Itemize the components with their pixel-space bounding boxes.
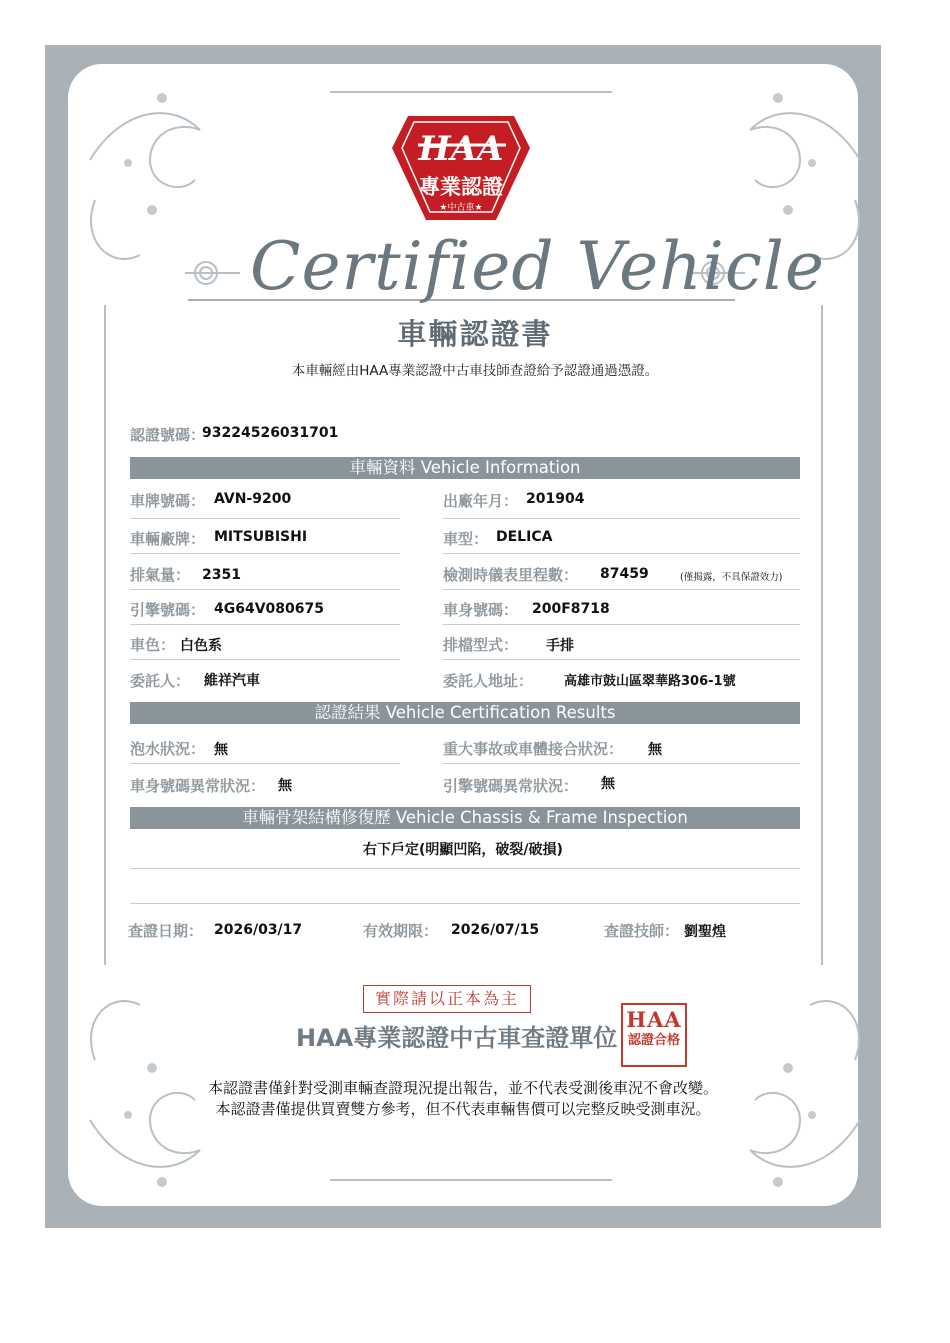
document-subtitle: 本車輛經由HAA專業認證中古車技師查證給予認證通過憑證。	[291, 363, 659, 379]
client-address-value: 高雄市鼓山區翠華路306-1號	[564, 674, 736, 689]
model-value: DELICA	[496, 529, 553, 545]
section-chassis-inspection: 車輛骨架結構修復歷 Vehicle Chassis & Frame Inspection	[130, 807, 800, 829]
client-label: 委託人：	[130, 672, 191, 690]
odometer-value: 87459	[600, 566, 649, 582]
section-vehicle-information: 車輛資料 Vehicle Information	[130, 457, 800, 479]
engine-number-value: 4G64V080675	[214, 601, 324, 617]
odometer-note: (僅揭露，不具保證效力)	[680, 572, 783, 583]
odometer-label: 檢測時儀表里程數：	[443, 566, 579, 584]
section-certification-results: 認證結果 Vehicle Certification Results	[130, 702, 800, 724]
stamp-top-text: HAA	[626, 1007, 682, 1032]
displacement-label: 排氣量：	[130, 566, 191, 584]
manufacture-date-value: 201904	[526, 491, 585, 507]
logo-line1: 專業認證	[419, 175, 503, 199]
accident-label: 重大事故或車體接合狀況：	[443, 740, 624, 758]
technician-value: 劉聖煌	[684, 924, 726, 940]
vin-abnormal-value: 無	[278, 778, 292, 794]
transmission-value: 手排	[546, 638, 574, 654]
color-label: 車色：	[130, 636, 176, 654]
engine-abnormal-label: 引擎號碼異常狀況：	[443, 777, 579, 795]
client-address-label: 委託人地址：	[443, 672, 534, 690]
logo-brand-text: HAA	[418, 129, 504, 169]
flood-label: 泡水狀況：	[130, 740, 206, 758]
brand-label: 車輛廠牌：	[130, 530, 206, 548]
chassis-note: 右下戶定(明顯凹陷，破裂/破損)	[363, 842, 563, 858]
certification-unit-title: HAA專業認證中古車查證單位	[296, 1024, 618, 1052]
haa-logo	[388, 108, 534, 228]
client-value: 維祥汽車	[204, 673, 260, 689]
certified-stamp	[621, 1003, 687, 1067]
color-value: 白色系	[180, 638, 222, 654]
cert-number-value: 93224526031701	[202, 425, 339, 441]
logo-line2: ★中古車★	[439, 203, 483, 213]
stamp-bottom-text: 認證合格	[627, 1033, 680, 1049]
inspection-date-value: 2026/03/17	[214, 922, 303, 938]
plate-label: 車牌號碼：	[130, 492, 206, 510]
body-number-value: 200F8718	[532, 601, 610, 617]
engine-number-label: 引擎號碼：	[130, 601, 206, 619]
cert-number-label: 認證號碼：	[130, 426, 206, 444]
plate-value: AVN-9200	[214, 491, 292, 507]
inspection-date-label: 查證日期：	[128, 922, 204, 940]
valid-until-value: 2026/07/15	[451, 922, 540, 938]
technician-label: 查證技師：	[604, 922, 680, 940]
certified-vehicle-title: Certified Vehicle	[250, 228, 825, 305]
body-number-label: 車身號碼：	[443, 601, 519, 619]
original-copy-notice: 實際請以正本為主	[363, 985, 531, 1013]
disclaimer-line-2: 本認證書僅提供買賣雙方參考，但不代表車輛售價可以完整反映受測車況。	[215, 1100, 711, 1118]
disclaimer-line-1: 本認證書僅針對受測車輛查證現況提出報告，並不代表受測後車況不會改變。	[207, 1079, 718, 1097]
accident-value: 無	[648, 742, 662, 758]
engine-abnormal-value: 無	[601, 776, 615, 792]
model-label: 車型：	[443, 530, 489, 548]
valid-until-label: 有效期限：	[363, 922, 439, 940]
manufacture-date-label: 出廠年月：	[443, 492, 519, 510]
vin-abnormal-label: 車身號碼異常狀況：	[130, 777, 266, 795]
flood-value: 無	[214, 742, 228, 758]
document-title: 車輛認證書	[397, 317, 553, 351]
brand-value: MITSUBISHI	[214, 529, 308, 545]
transmission-label: 排檔型式：	[443, 636, 519, 654]
displacement-value: 2351	[202, 567, 241, 583]
